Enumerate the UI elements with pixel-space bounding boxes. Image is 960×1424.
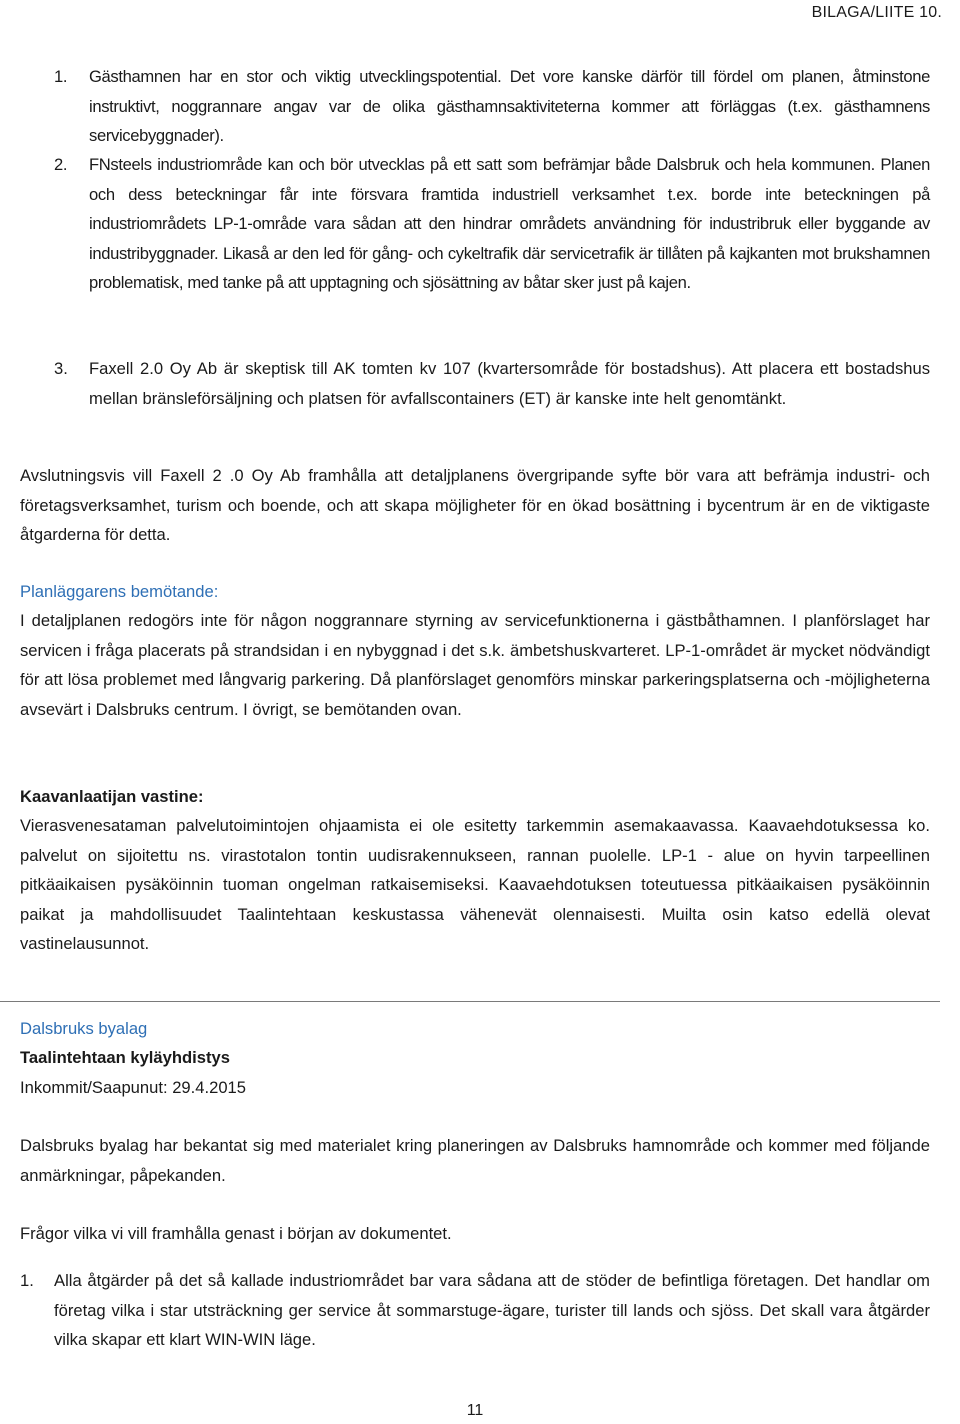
planner-response: I detaljplanen redogörs inte för någon noggrannare styrning av servicefunktionerna i gästbåthamnen. I planförslaget har servicen i fråga placerats på strandsidan i en nybyggnad i det s.k. ämbetshuskvarteret. LP-1-området är mycket nödvändigt för att lösa problemet med långvarig parkering. Då planförslaget genomförs minskar parkeringsplatserna och -möjligheterna avsevärt i Dalsbruks centrum. I övrigt, se bemötanden ovan. [20, 611, 930, 719]
list-item-number: 2. [54, 155, 68, 174]
drafter-heading: Kaavanlaatijan vastine: [20, 787, 204, 806]
list-item [20, 150, 930, 298]
drafter-response: Vierasvenesataman palvelutoimintojen ohjaamista ei ole esitetty tarkemmin asemakaavassa. Kaavaehdotuksessa ko. palvelut on sijoitettu ns. virastotalon tontin uudisrakennukseen, rannan puolelle. LP-1 - alue on hyvin tarpeellinen pitkäaikaisen pysäköinnin tuoman ongelman ratkaisemiseksi. Kaavaehdotuksen toteutuessa pitkäaikaisen pysäköinnin paikat ja mahdollisuudet Taalintehtaan keskustassa vähenevät olennaisesti. Muilta osin katso edellä olevat vastinelausunnot. [20, 816, 930, 953]
list-item [0, 1266, 930, 1355]
list-item [20, 354, 930, 413]
list-item-text: FNsteels industriområde kan och bör utvecklas på ett satt som befrämjar både Dalsbruk och hela kommunen. Planen och dess beteckningar får inte försvara framtida industriell verksamhet t.ex. borde inte beteckningen på industriområdets LP-1-område vara sådan att den hindrar områdets användning för industribruk eller byggande av industribyggnader. Likaså ar den led för gång- och cykeltrafik där servicetrafik är tillåten på kajkanten mot brukshamnen problematisk, med tanke på att upptagning och sjösättning av båtar sker just på kajen. [89, 155, 930, 292]
list-item-text: Alla åtgärder på det så kallade industriområdet bar vara sådana att de stöder de befintliga företagen. Det handlar om företag vilka i star utsträckning ger service åt sommarstuge-ägare, turister till lands och sjöss. Det skall vara åtgärder vilka skapar ett klart WIN-WIN läge. [54, 1271, 930, 1349]
list-item-number: 1. [20, 1271, 34, 1290]
intro-paragraph: Dalsbruks byalag har bekantat sig med materialet kring planeringen av Dalsbruks hamnområde och kommer med följande anmärkningar, påpekanden. [20, 1136, 930, 1185]
section-subtitle: Taalintehtaan kyläyhdistys [20, 1048, 230, 1067]
section-title: Dalsbruks byalag [20, 1019, 148, 1038]
list-item-text: Gästhamnen har en stor och viktig utvecklingspotential. Det vore kanske därför till fördel om planen, åtminstone instruktivt, noggrannare angav var de olika gästhamnsaktiviteterna kommer att förläggas (t.ex. gästhamnens servicebyggnader). [89, 67, 930, 145]
list-item [20, 62, 930, 151]
page-header: BILAGA/LIITE 10. [811, 4, 942, 21]
list-item-number: 3. [54, 359, 68, 378]
questions-paragraph: Frågor vilka vi vill framhålla genast i början av dokumentet. [20, 1224, 452, 1243]
planner-heading: Planläggarens bemötande: [20, 582, 219, 601]
page-number: 11 [466, 1402, 484, 1419]
section-divider [0, 1001, 940, 1002]
list-item-text: Faxell 2.0 Oy Ab är skeptisk till AK tomten kv 107 (kvartersområde för bostadshus). Att placera ett bostadshus mellan bränsleförsäljning och platsen för avfallscontainers (ET) är kanske inte helt genomtänkt. [89, 359, 930, 408]
received-date: Inkommit/Saapunut: 29.4.2015 [20, 1078, 247, 1097]
conclusion-paragraph: Avslutningsvis vill Faxell 2 .0 Oy Ab framhålla att detaljplanens övergripande syfte bör vara att befrämja industri- och företagsverksamhet, turism och boende, och att skapa möjligheter för en ökad bosättning i bycentrum är en de viktigaste åtgarderna för detta. [20, 466, 930, 544]
list-item-number: 1. [54, 67, 68, 86]
